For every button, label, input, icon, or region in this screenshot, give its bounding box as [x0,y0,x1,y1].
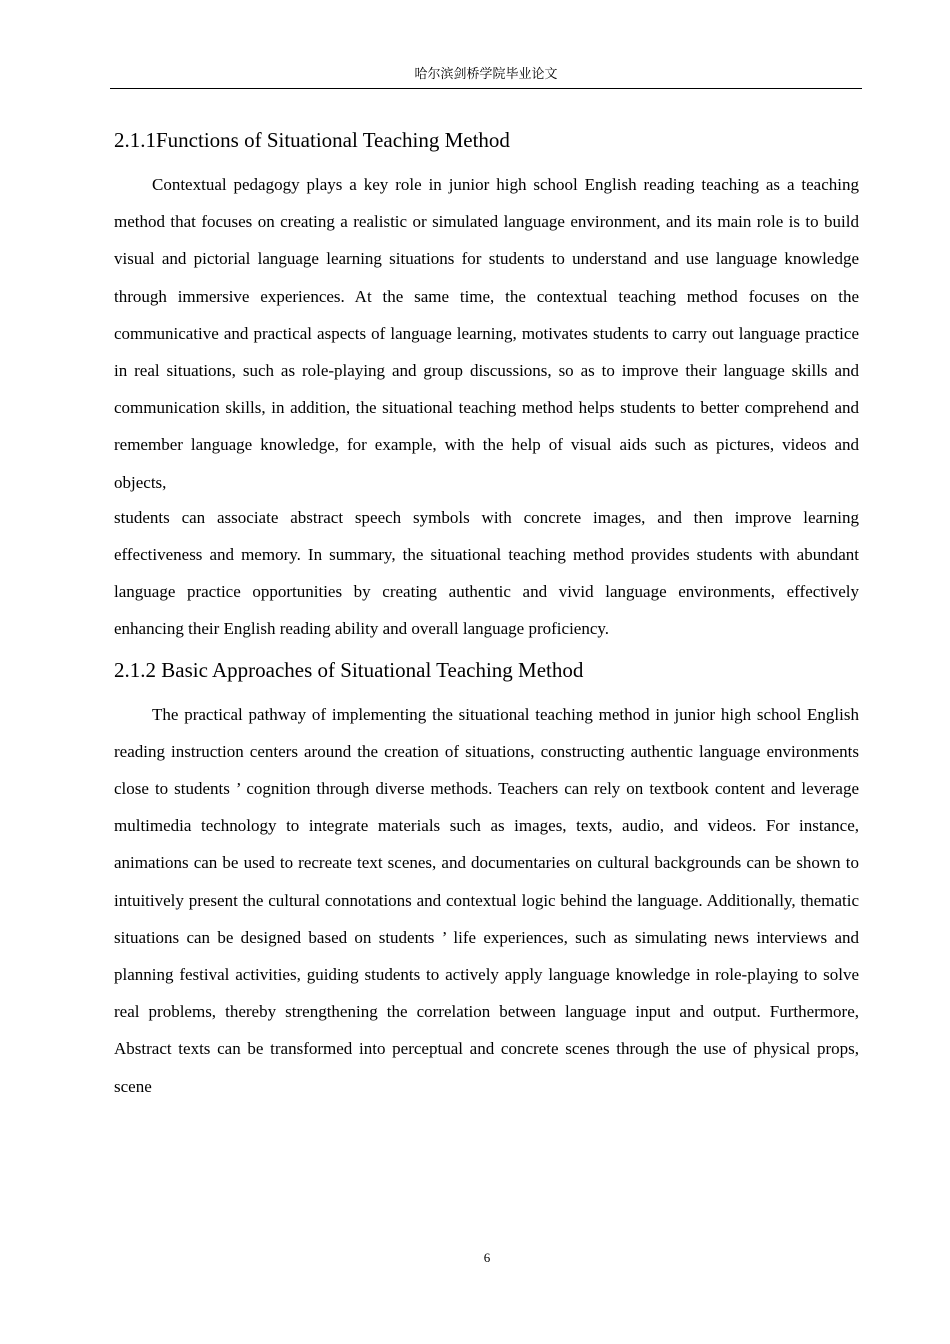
header-divider [110,88,862,89]
section-heading-2-1-2: 2.1.2 Basic Approaches of Situational Teaching Method [114,657,584,682]
document-body [114,118,859,1105]
section-2-1-2-paragraph-1: The practical pathway of implementing the situational teaching method in junior high school English reading instruction centers around the creation of situations, constructing authentic language environments close to students ’ cognition through diverse methods. Teachers can rely on textbook content and leverage multimedia technology to integrate materials such as images, texts, audio, and videos. For instance, animations can be used to recreate text scenes, and documentaries on cultural backgrounds can be shown to intuitively present the cultural connotations and contextual logic behind the language. Additionally, thematic situations can be designed based on students ’ life experiences, such as simulating news interviews and planning festival activities, guiding students to actively apply language knowledge in role-playing to solve real problems, thereby strengthening the correlation between language input and output. Furthermore, Abstract texts can be transformed into perceptual and concrete scenes through the use of physical props, scene [114,704,859,1096]
section-2-1-1-paragraph-2: students can associate abstract speech symbols with concrete images, and then improve learning effectiveness and memory. In summary, the situational teaching method provides students with abundant language practice opportunities by creating authentic and vivid language environments, effectively enhancing their English reading ability and overall language proficiency. [114,507,859,639]
section-heading-2-1-1: 2.1.1Functions of Situational Teaching Method [114,128,510,152]
section-2-1-1-paragraph-1: Contextual pedagogy plays a key role in junior high school English reading teaching as a teaching method that focuses on creating a realistic or simulated language environment, and its main role is to build visual and pictorial language learning situations for students to understand and use language knowledge through immersive experiences. At the same time, the contextual teaching method focuses on the communicative and practical aspects of language learning, motivates students to carry out language practice in real situations, such as role-playing and group discussions, so as to improve their language skills and communication skills, in addition, the situational teaching method helps students to better comprehend and remember language knowledge, for example, with the help of visual aids such as pictures, videos and objects, [114,175,859,492]
page-number: 6 [483,1250,491,1265]
page-header: 哈尔滨剑桥学院毕业论文 [414,67,558,82]
